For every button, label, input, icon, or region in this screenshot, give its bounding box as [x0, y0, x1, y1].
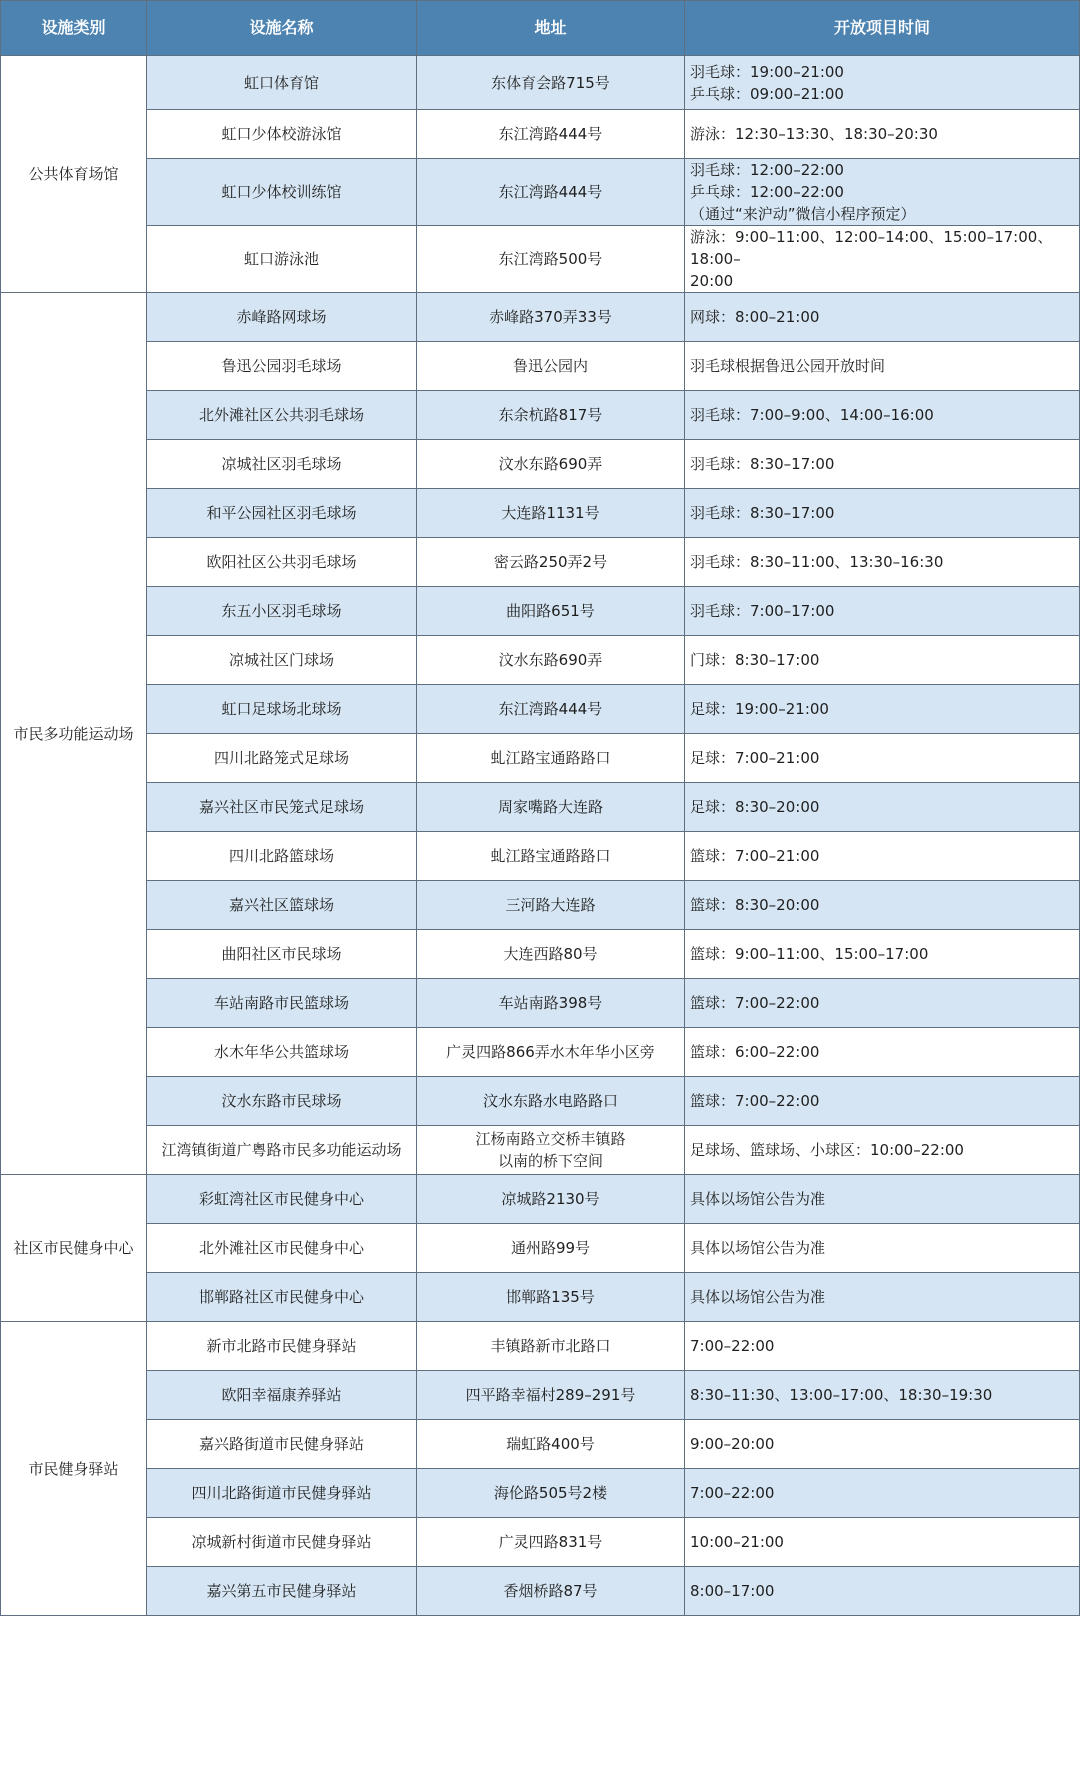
- hours-line: 网球：8:00–21:00: [690, 308, 820, 326]
- table-row: [1, 110, 1080, 159]
- hours-cell: [685, 1322, 1080, 1371]
- facility-name-cell: 邯郸路社区市民健身中心: [147, 1273, 417, 1322]
- address-line: 东江湾路444号: [498, 125, 603, 143]
- address-cell: [417, 1420, 685, 1469]
- hours-cell: [685, 159, 1080, 226]
- hours-cell: [685, 440, 1080, 489]
- address-cell: [417, 1224, 685, 1273]
- hours-cell: [685, 1567, 1080, 1616]
- table-row: [1, 930, 1080, 979]
- facility-name-cell: 欧阳幸福康养驿站: [147, 1371, 417, 1420]
- table-row: [1, 1567, 1080, 1616]
- table-row: [1, 734, 1080, 783]
- header-name: 设施名称: [147, 1, 417, 56]
- table-row: [1, 538, 1080, 587]
- hours-line: 20:00: [690, 272, 734, 290]
- table-row: [1, 226, 1080, 293]
- address-line: 虬江路宝通路路口: [490, 847, 611, 865]
- facility-name-cell: 曲阳社区市民球场: [147, 930, 417, 979]
- table-row: [1, 1224, 1080, 1273]
- hours-line: 8:00–17:00: [690, 1582, 775, 1600]
- hours-line: 足球场、篮球场、小球区：10:00–22:00: [690, 1141, 964, 1159]
- table-row: [1, 587, 1080, 636]
- hours-cell: [685, 1028, 1080, 1077]
- facility-name-cell: 水木年华公共篮球场: [147, 1028, 417, 1077]
- table-row: [1, 1273, 1080, 1322]
- facility-name-cell: 北外滩社区公共羽毛球场: [147, 391, 417, 440]
- category-cell: 市民多功能运动场: [1, 293, 147, 1175]
- address-cell: [417, 1077, 685, 1126]
- address-cell: [417, 56, 685, 110]
- facility-name-cell: 新市北路市民健身驿站: [147, 1322, 417, 1371]
- hours-cell: [685, 1077, 1080, 1126]
- hours-line: 羽毛球：12:00–22:00: [690, 161, 844, 179]
- hours-cell: [685, 1469, 1080, 1518]
- hours-line: 游泳：12:30–13:30、18:30–20:30: [690, 125, 938, 143]
- hours-line: 足球：19:00–21:00: [690, 700, 829, 718]
- address-cell: [417, 342, 685, 391]
- hours-line: 10:00–21:00: [690, 1533, 784, 1551]
- hours-line: 游泳：9:00–11:00、12:00–14:00、15:00–17:00、18:00–: [690, 228, 1053, 268]
- facility-name-cell: 江湾镇街道广粤路市民多功能运动场: [147, 1126, 417, 1175]
- facility-name-cell: 虹口少体校训练馆: [147, 159, 417, 226]
- address-line: 虬江路宝通路路口: [490, 749, 611, 767]
- table-row: [1, 342, 1080, 391]
- table-row: [1, 440, 1080, 489]
- facility-name-cell: 凉城社区羽毛球场: [147, 440, 417, 489]
- hours-line: 羽毛球：7:00–17:00: [690, 602, 835, 620]
- address-line: 东江湾路444号: [498, 700, 603, 718]
- table-row: [1, 783, 1080, 832]
- address-cell: [417, 1567, 685, 1616]
- address-line: 汶水东路690弄: [498, 455, 603, 473]
- table-row: [1, 979, 1080, 1028]
- hours-line: 篮球：9:00–11:00、15:00–17:00: [690, 945, 929, 963]
- address-cell: [417, 1371, 685, 1420]
- table-row: [1, 56, 1080, 110]
- header-hours: 开放项目时间: [685, 1, 1080, 56]
- hours-line: 篮球：8:30–20:00: [690, 896, 820, 914]
- table-row: [1, 1371, 1080, 1420]
- hours-cell: [685, 391, 1080, 440]
- hours-line: 7:00–22:00: [690, 1484, 775, 1502]
- address-cell: [417, 685, 685, 734]
- hours-line: 足球：7:00–21:00: [690, 749, 820, 767]
- address-line: 邯郸路135号: [506, 1288, 595, 1306]
- facility-name-cell: 汶水东路市民球场: [147, 1077, 417, 1126]
- address-line: 海伦路505号2楼: [493, 1484, 608, 1502]
- hours-line: 羽毛球：8:30–11:00、13:30–16:30: [690, 553, 944, 571]
- facility-name-cell: 四川北路笼式足球场: [147, 734, 417, 783]
- category-cell: 社区市民健身中心: [1, 1175, 147, 1322]
- hours-cell: [685, 342, 1080, 391]
- hours-cell: [685, 1273, 1080, 1322]
- facility-name-cell: 四川北路篮球场: [147, 832, 417, 881]
- hours-cell: [685, 636, 1080, 685]
- address-line: 香烟桥路87号: [503, 1582, 598, 1600]
- address-cell: [417, 489, 685, 538]
- table-row: [1, 1077, 1080, 1126]
- address-cell: [417, 734, 685, 783]
- facility-name-cell: 嘉兴社区市民笼式足球场: [147, 783, 417, 832]
- address-line: 汶水东路690弄: [498, 651, 603, 669]
- address-line: 密云路250弄2号: [493, 553, 608, 571]
- facility-name-cell: 赤峰路网球场: [147, 293, 417, 342]
- address-cell: [417, 930, 685, 979]
- address-line: 鲁迅公园内: [512, 357, 588, 375]
- hours-line: 具体以场馆公告为准: [690, 1190, 826, 1208]
- table-row: [1, 636, 1080, 685]
- hours-line: 具体以场馆公告为准: [690, 1288, 826, 1306]
- header-address: 地址: [417, 1, 685, 56]
- address-line: 东江湾路500号: [498, 250, 603, 268]
- category-cell: 市民健身驿站: [1, 1322, 147, 1616]
- address-cell: [417, 1028, 685, 1077]
- hours-cell: [685, 226, 1080, 293]
- address-line: 汶水东路水电路路口: [482, 1092, 618, 1110]
- hours-cell: [685, 930, 1080, 979]
- facility-name-cell: 凉城社区门球场: [147, 636, 417, 685]
- facility-name-cell: 鲁迅公园羽毛球场: [147, 342, 417, 391]
- table-row: [1, 1175, 1080, 1224]
- address-cell: [417, 587, 685, 636]
- address-line: 三河路大连路: [505, 896, 596, 914]
- hours-line: 羽毛球：7:00–9:00、14:00–16:00: [690, 406, 934, 424]
- address-line: 大连路1131号: [501, 504, 600, 522]
- table-header-row: [1, 1, 1080, 56]
- hours-line: 羽毛球：19:00–21:00: [690, 62, 844, 81]
- category-cell: 公共体育场馆: [1, 56, 147, 293]
- hours-line: 乒乓球：12:00–22:00: [690, 183, 844, 201]
- address-line: 东体育会路715号: [491, 73, 610, 92]
- address-line: 曲阳路651号: [506, 602, 595, 620]
- facility-name-cell: 虹口游泳池: [147, 226, 417, 293]
- hours-cell: [685, 489, 1080, 538]
- facility-name-cell: 虹口少体校游泳馆: [147, 110, 417, 159]
- address-line: 东余杭路817号: [498, 406, 603, 424]
- facility-name-cell: 虹口足球场北球场: [147, 685, 417, 734]
- address-cell: [417, 226, 685, 293]
- address-cell: [417, 538, 685, 587]
- facility-name-cell: 彩虹湾社区市民健身中心: [147, 1175, 417, 1224]
- hours-cell: [685, 1518, 1080, 1567]
- facility-name-cell: 嘉兴社区篮球场: [147, 881, 417, 930]
- table-row: [1, 1420, 1080, 1469]
- address-cell: [417, 110, 685, 159]
- address-line: 丰镇路新市北路口: [490, 1337, 611, 1355]
- address-line: 广灵四路831号: [498, 1533, 603, 1551]
- facility-name-cell: 虹口体育馆: [147, 56, 417, 110]
- address-cell: [417, 293, 685, 342]
- hours-line: 篮球：7:00–21:00: [690, 847, 820, 865]
- address-cell: [417, 1126, 685, 1175]
- hours-line: 篮球：6:00–22:00: [690, 1043, 820, 1061]
- facility-name-cell: 和平公园社区羽毛球场: [147, 489, 417, 538]
- facility-name-cell: 嘉兴第五市民健身驿站: [147, 1567, 417, 1616]
- table-row: [1, 391, 1080, 440]
- table-row: [1, 1469, 1080, 1518]
- facility-name-cell: 欧阳社区公共羽毛球场: [147, 538, 417, 587]
- address-line: 大连西路80号: [503, 945, 598, 963]
- address-line: 四平路幸福村289–291号: [465, 1386, 636, 1404]
- hours-cell: [685, 832, 1080, 881]
- address-line: 车站南路398号: [498, 994, 603, 1012]
- table-row: [1, 1518, 1080, 1567]
- hours-cell: [685, 56, 1080, 110]
- address-cell: [417, 1175, 685, 1224]
- hours-cell: [685, 685, 1080, 734]
- address-line: 瑞虹路400号: [506, 1435, 595, 1453]
- address-line: 广灵四路866弄水木年华小区旁: [446, 1043, 655, 1061]
- hours-cell: [685, 881, 1080, 930]
- hours-line: 篮球：7:00–22:00: [690, 1092, 820, 1110]
- address-line: 赤峰路370弄33号: [489, 308, 612, 326]
- hours-cell: [685, 538, 1080, 587]
- address-cell: [417, 1322, 685, 1371]
- facility-name-cell: 嘉兴路街道市民健身驿站: [147, 1420, 417, 1469]
- hours-line: 篮球：7:00–22:00: [690, 994, 820, 1012]
- hours-line: 足球：8:30–20:00: [690, 798, 820, 816]
- hours-line: 具体以场馆公告为准: [690, 1239, 826, 1257]
- address-line: 通州路99号: [510, 1239, 591, 1257]
- address-cell: [417, 440, 685, 489]
- table-row: [1, 489, 1080, 538]
- hours-line: （通过“来沪动”微信小程序预定）: [690, 205, 916, 223]
- hours-line: 9:00–20:00: [690, 1435, 775, 1453]
- address-cell: [417, 979, 685, 1028]
- hours-cell: [685, 110, 1080, 159]
- table-row: [1, 881, 1080, 930]
- address-cell: [417, 881, 685, 930]
- address-line: 周家嘴路大连路: [497, 798, 603, 816]
- hours-cell: [685, 1126, 1080, 1175]
- hours-cell: [685, 1224, 1080, 1273]
- hours-cell: [685, 587, 1080, 636]
- hours-cell: [685, 734, 1080, 783]
- header-category: 设施类别: [1, 1, 147, 56]
- table-body: [1, 56, 1080, 1616]
- hours-line: 8:30–11:30、13:00–17:00、18:30–19:30: [690, 1386, 993, 1404]
- table-row: [1, 293, 1080, 342]
- address-cell: [417, 159, 685, 226]
- table-row: [1, 685, 1080, 734]
- address-cell: [417, 636, 685, 685]
- address-line: 东江湾路444号: [498, 183, 603, 201]
- facility-name-cell: 车站南路市民篮球场: [147, 979, 417, 1028]
- table-row: [1, 1126, 1080, 1175]
- address-cell: [417, 783, 685, 832]
- address-cell: [417, 1469, 685, 1518]
- address-line: 凉城路2130号: [501, 1190, 600, 1208]
- facility-name-cell: 北外滩社区市民健身中心: [147, 1224, 417, 1273]
- address-line: 江杨南路立交桥丰镇路: [475, 1130, 626, 1148]
- hours-cell: [685, 1175, 1080, 1224]
- hours-cell: [685, 293, 1080, 342]
- address-cell: [417, 1273, 685, 1322]
- table-row: [1, 1028, 1080, 1077]
- hours-line: 门球：8:30–17:00: [690, 651, 820, 669]
- hours-cell: [685, 1371, 1080, 1420]
- address-cell: [417, 832, 685, 881]
- hours-line: 羽毛球根据鲁迅公园开放时间: [690, 357, 886, 375]
- hours-line: 7:00–22:00: [690, 1337, 775, 1355]
- facility-name-cell: 凉城新村街道市民健身驿站: [147, 1518, 417, 1567]
- address-cell: [417, 391, 685, 440]
- table-row: [1, 832, 1080, 881]
- table-row: [1, 1322, 1080, 1371]
- facility-name-cell: 四川北路街道市民健身驿站: [147, 1469, 417, 1518]
- hours-line: 乒乓球：09:00–21:00: [690, 84, 844, 103]
- hours-cell: [685, 1420, 1080, 1469]
- hours-line: 羽毛球：8:30–17:00: [690, 455, 835, 473]
- address-line: 以南的桥下空间: [497, 1152, 603, 1170]
- hours-cell: [685, 783, 1080, 832]
- table-row: [1, 159, 1080, 226]
- address-cell: [417, 1518, 685, 1567]
- hours-cell: [685, 979, 1080, 1028]
- facility-name-cell: 东五小区羽毛球场: [147, 587, 417, 636]
- hours-line: 羽毛球：8:30–17:00: [690, 504, 835, 522]
